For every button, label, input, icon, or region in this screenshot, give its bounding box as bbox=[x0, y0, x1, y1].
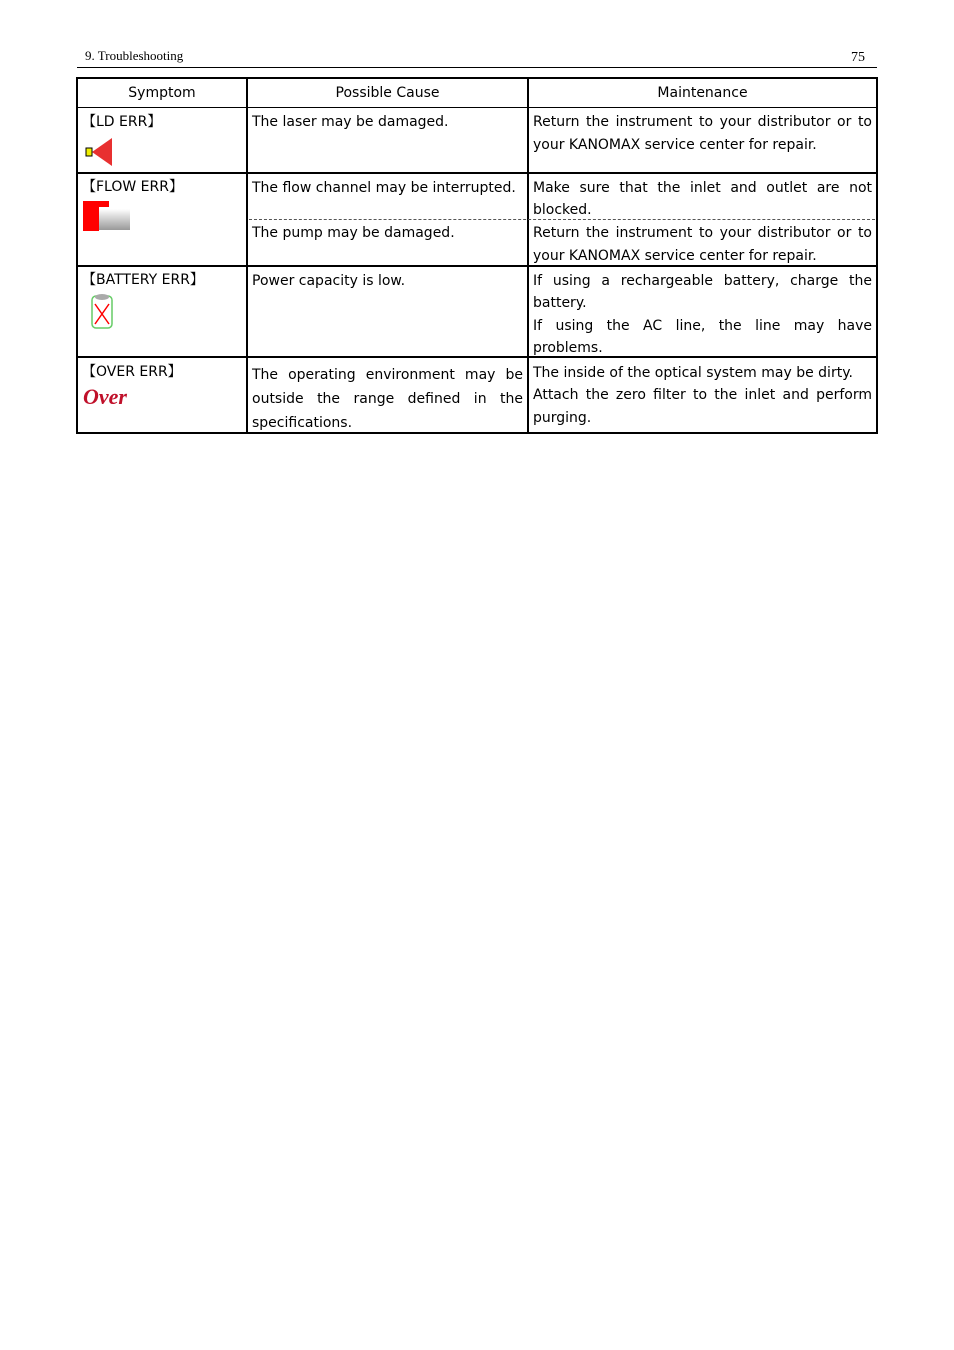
over-icon: Over bbox=[83, 384, 127, 409]
flow-icon bbox=[83, 201, 131, 232]
column-header-maintenance: Maintenance bbox=[657, 85, 748, 101]
cause-text: The laser may be damaged. bbox=[252, 114, 449, 130]
symptom-over-err: 【OVER ERR】 bbox=[82, 364, 182, 380]
cause-text: The pump may be damaged. bbox=[252, 225, 455, 241]
maintenance-text: Attach the zero filter to the inlet and perform purging. bbox=[533, 387, 872, 426]
symptom-ld-err: 【LD ERR】 bbox=[82, 114, 162, 130]
column-header-cause: Possible Cause bbox=[335, 85, 440, 101]
maintenance-text: If using the AC line, the line may have problems. bbox=[533, 318, 872, 356]
battery-icon bbox=[89, 292, 115, 330]
maintenance-text: The inside of the optical system may be dirty. bbox=[533, 365, 853, 381]
maintenance-text: Make sure that the inlet and outlet are not blocked. bbox=[533, 180, 872, 218]
section-header: 9. Troubleshooting bbox=[85, 48, 184, 63]
page-number: 75 bbox=[851, 50, 865, 65]
cause-text: Power capacity is low. bbox=[252, 273, 406, 289]
symptom-battery-err: 【BATTERY ERR】 bbox=[82, 272, 204, 288]
cause-text: The operating environment may be outside the range defined in the specifications. bbox=[252, 367, 523, 431]
laser-icon bbox=[84, 136, 114, 168]
maintenance-text: If using a rechargeable battery, charge the battery. bbox=[533, 273, 872, 311]
cause-text: The flow channel may be interrupted. bbox=[252, 180, 516, 196]
symptom-flow-err: 【FLOW ERR】 bbox=[82, 179, 183, 195]
maintenance-text: Return the instrument to your distributor or to your KANOMAX service center for repair. bbox=[533, 225, 872, 264]
header-rule bbox=[77, 67, 877, 68]
maintenance-text: Return the instrument to your distributor or to your KANOMAX service center for repair. bbox=[533, 114, 872, 153]
column-header-symptom: Symptom bbox=[128, 85, 196, 101]
